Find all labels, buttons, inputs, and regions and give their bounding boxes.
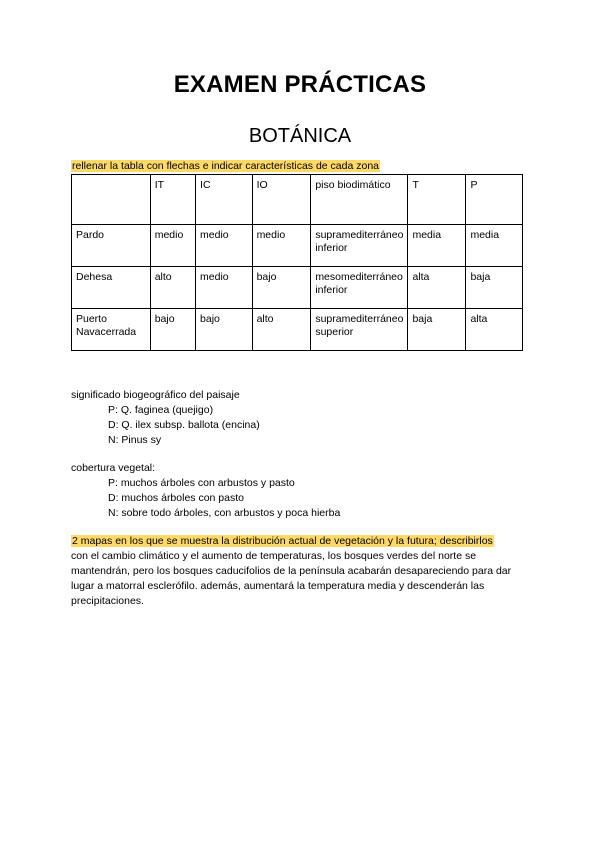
list-item: D: muchos árboles con pasto (108, 492, 244, 504)
mapas-answer: con el cambio climático y el aumento de temperaturas, los bosques verdes del norte se mantendrán, pero los bosques caducifolios de la península acabarán desapareciendo para dar lugar a matorral esclerófilo. además, aumentará la temperatura media y descenderán las precipitaciones. (71, 550, 512, 607)
list-item: D: Q. ilex subsp. ballota (encina) (108, 419, 260, 431)
table-cell: supramediterráneo inferior (311, 225, 408, 267)
table-cell: supramediterráneo superior (311, 309, 408, 351)
table-row (72, 225, 523, 267)
header-cell: IT (150, 175, 195, 225)
list-item: P: Q. faginea (quejigo) (108, 404, 214, 416)
instruction-highlight: rellenar la tabla con flechas e indicar características de cada zona (72, 160, 380, 172)
header-cell: T (408, 175, 466, 225)
table-cell: medio (196, 225, 253, 267)
significado-section (71, 388, 260, 448)
header-cell: P (466, 175, 523, 225)
list-item: N: sobre todo árboles, con arbustos y poca hierba (108, 507, 341, 519)
page-title: EXAMEN PRÁCTICAS (173, 71, 427, 98)
table-cell: Puerto Navacerrada (72, 309, 151, 351)
table-cell: bajo (196, 309, 253, 351)
table-instruction (71, 159, 380, 174)
table-cell: baja (408, 309, 466, 351)
zones-table (71, 174, 523, 351)
cobertura-section (71, 461, 340, 521)
list-item: P: muchos árboles con arbustos y pasto (108, 477, 295, 489)
header-cell: IC (196, 175, 253, 225)
table-cell: Dehesa (72, 267, 151, 309)
list-item: N: Pinus sy (108, 434, 162, 446)
table-cell: medio (150, 225, 195, 267)
table-cell: bajo (252, 267, 311, 309)
table-row (72, 267, 523, 309)
cobertura-heading: cobertura vegetal: (71, 462, 156, 474)
table-cell: alta (466, 309, 523, 351)
table-cell: mesomediterráneo inferior (311, 267, 408, 309)
table-cell: medio (196, 267, 253, 309)
significado-heading: significado biogeográfico del paisaje (71, 389, 240, 401)
table-cell: media (466, 225, 523, 267)
table-cell: medio (252, 225, 311, 267)
table-cell: baja (466, 267, 523, 309)
table-cell: alto (150, 267, 195, 309)
header-cell (72, 175, 151, 225)
mapas-question: 2 mapas en los que se muestra la distribución actual de vegetación y la futura; describirlos (72, 535, 493, 547)
table-cell: alto (252, 309, 311, 351)
page-subtitle: BOTÁNICA (248, 125, 352, 147)
table-cell: bajo (150, 309, 195, 351)
table-row (72, 309, 523, 351)
table-cell: alta (408, 267, 466, 309)
header-cell: IO (252, 175, 311, 225)
mapas-section (71, 534, 531, 609)
table-cell: Pardo (72, 225, 151, 267)
table-cell: media (408, 225, 466, 267)
header-cell: piso biodimático (311, 175, 408, 225)
table-header-row (72, 175, 523, 225)
